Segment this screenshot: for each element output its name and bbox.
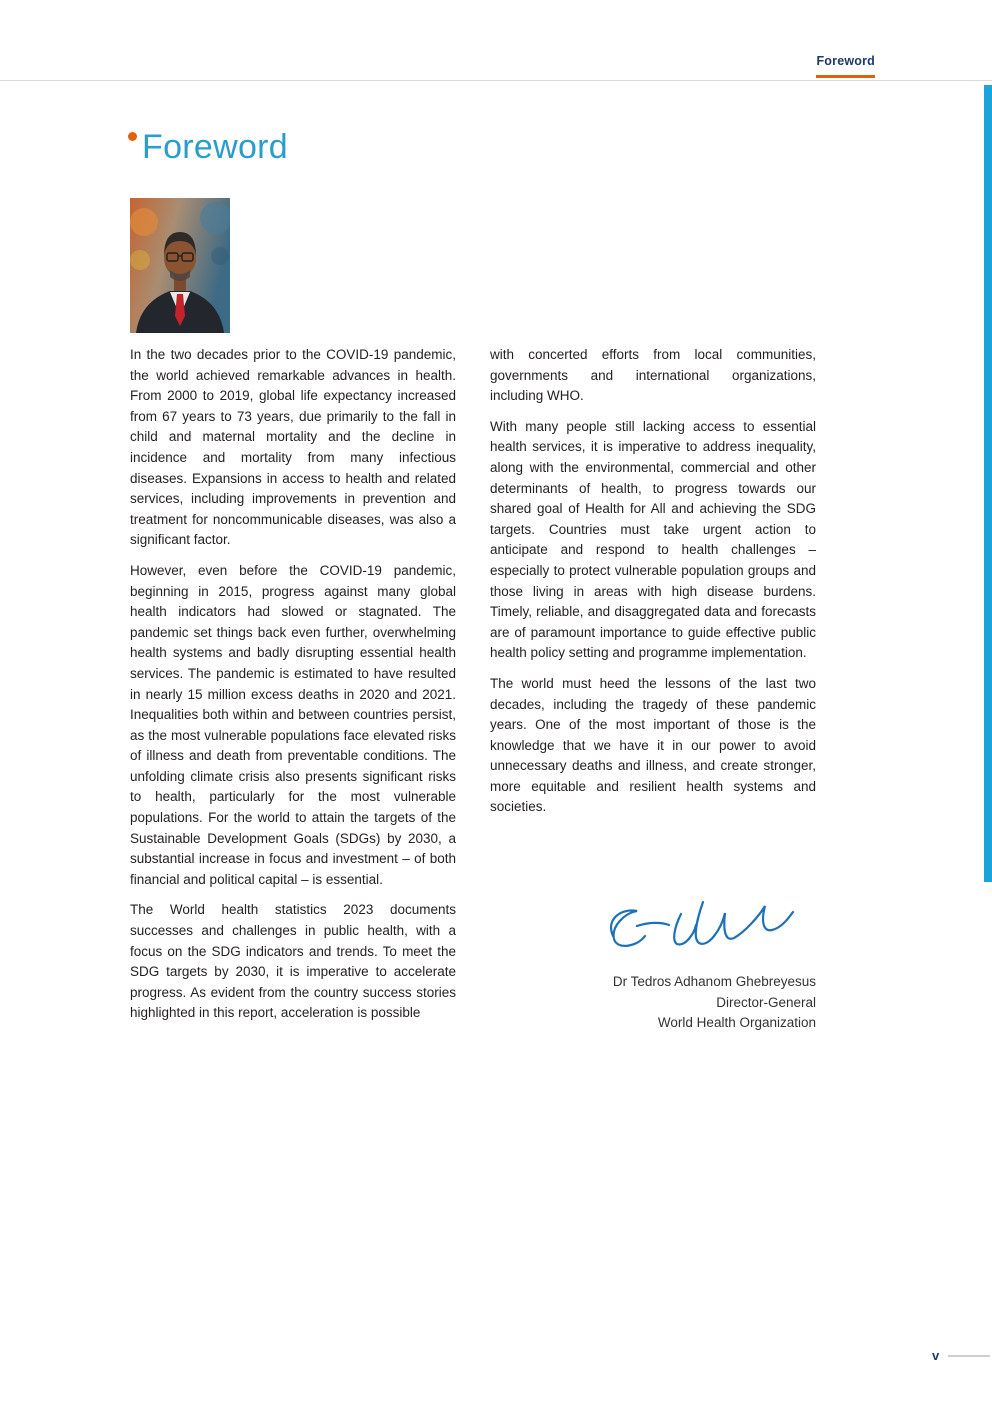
running-header-label: Foreword <box>816 54 875 78</box>
paragraph: The World health statistics 2023 documents successes and challenges in public health, with a focus on the SDG indicators and trends. To meet the SDG targets by 2030, it is imperative to accelerate progress. As evident from the country success stories highlighted in this report, acceleration is possible <box>130 902 456 1021</box>
portrait-photo <box>130 198 230 333</box>
body-column-right <box>490 345 816 828</box>
page-number: v <box>932 1348 940 1363</box>
footer-line <box>948 1355 990 1357</box>
paragraph: with concerted efforts from local communities, governments and international organizations, including WHO. <box>490 347 816 404</box>
paragraph: The world must heed the lessons of the last two decades, including the tragedy of these pandemic years. One of the most important of those is the knowledge that we have it in our power to avoid unnecessary deaths and illness, and create stronger, more equitable and resilient health systems and societies. <box>490 675 816 815</box>
body-column-left <box>130 345 456 1034</box>
page-footer <box>932 1348 990 1363</box>
top-divider <box>0 80 992 81</box>
portrait-illustration <box>130 198 230 333</box>
running-header <box>816 52 875 78</box>
right-edge-stripe <box>984 85 992 882</box>
paragraph: With many people still lacking access to essential health services, it is imperative to address inequality, along with the environmental, commercial and other determinants of health, to progress towards our shared goal of Health for All and achieving the SDG targets. Countries must take urgent action to anticipate and respond to health challenges – especially to protect vulnerable population groups and those living in areas with high disease burdens. Timely, reliable, and disaggregated data and forecasts are of paramount importance to guide effective public health policy setting and programme implementation. <box>490 418 816 661</box>
signature-image <box>585 886 800 970</box>
paragraph: In the two decades prior to the COVID-19 pandemic, the world achieved remarkable advances in health. From 2000 to 2019, global life expectancy increased from 67 years to 73 years, due primarily to the fall in child and maternal mortality and the decline in incidence and mortality from many infectious diseases. Expansions in access to health and related services, including improvements in prevention and treatment for noncommunicable diseases, was also a significant factor. <box>130 347 456 548</box>
signatory-name: Dr Tedros Adhanom Ghebreyesus <box>612 974 816 989</box>
signatory-role: Director-General <box>716 994 816 1010</box>
signature-strokes <box>585 886 800 970</box>
title-bullet-icon <box>128 132 137 141</box>
paragraph: However, even before the COVID-19 pandemic, beginning in 2015, progress against many global health indicators had slowed or stagnated. The pandemic set things back even further, overwhelming health systems and badly disrupting essential health services. The pandemic is estimated to have resulted in nearly 15 million excess deaths in 2020 and 2021. Inequalities both within and between countries persist, as the most vulnerable populations face elevated risks of illness and death from preventable conditions. The unfolding climate crisis also presents significant risks to health, particularly for the most vulnerable populations. For the world to attain the targets of the Sustainable Development Goals (SDGs) by 2030, a substantial increase in focus and investment – of both financial and political capital – is essential. <box>130 562 456 887</box>
signatory-organization: World Health Organization <box>657 1015 816 1030</box>
page-title-text: Foreword <box>142 128 289 166</box>
signoff-block <box>490 972 816 1034</box>
page-title <box>130 128 288 167</box>
